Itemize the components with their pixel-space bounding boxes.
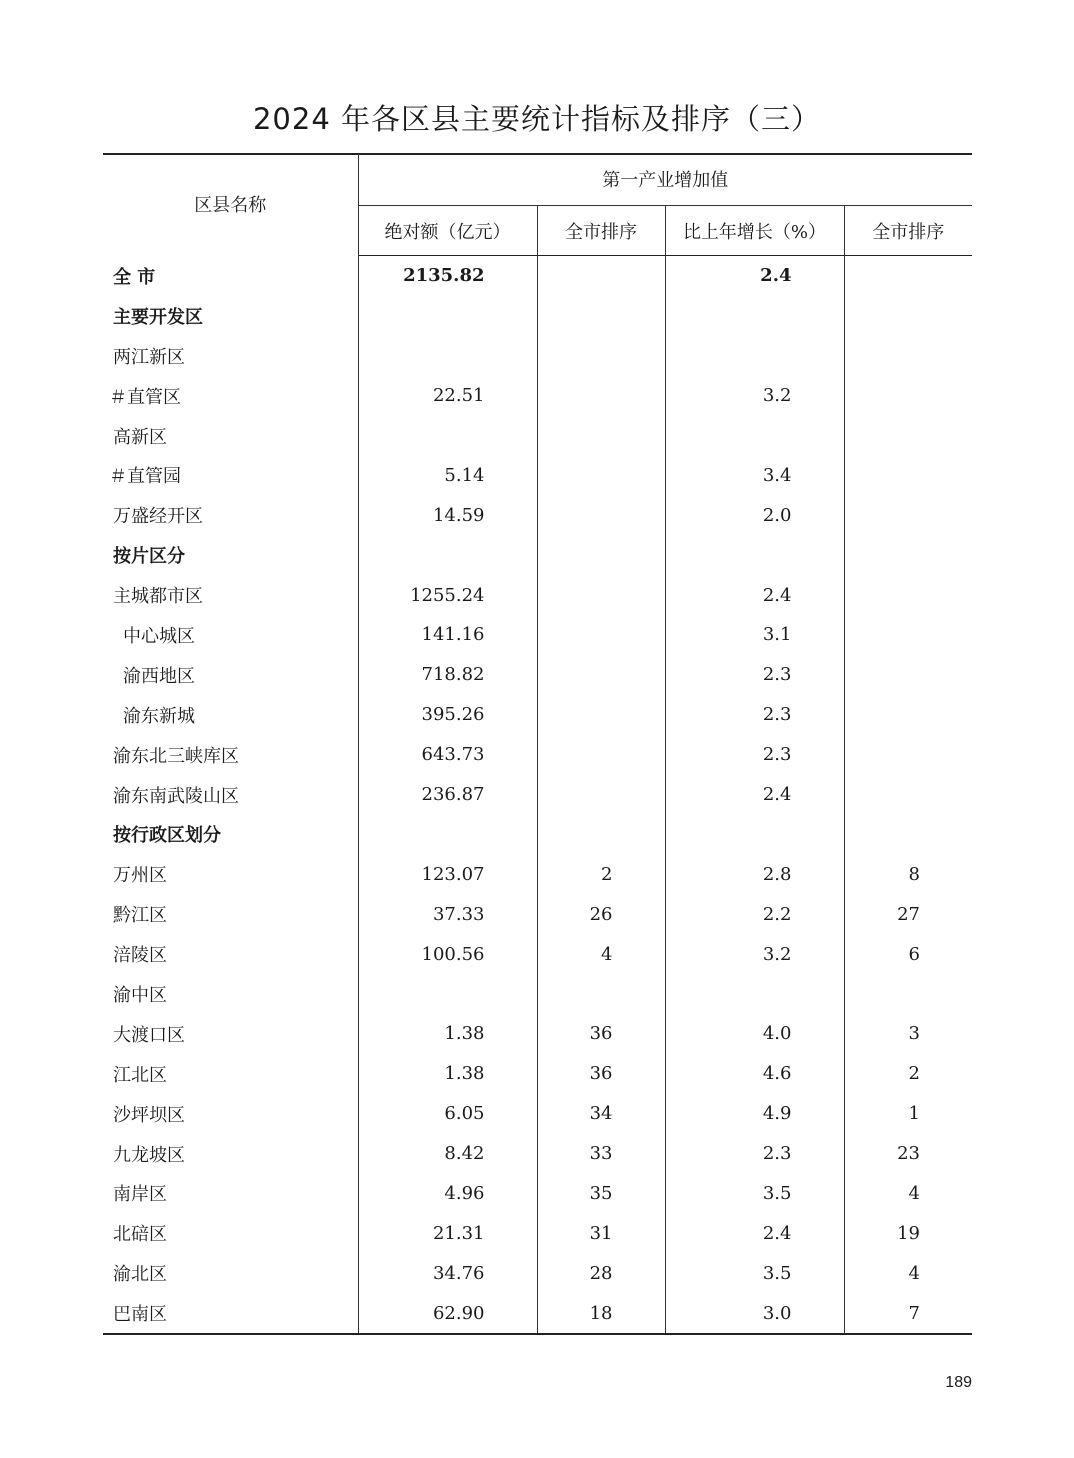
district-name-cell: 南岸区: [103, 1173, 358, 1213]
growth-rank-cell: 23: [897, 1143, 920, 1165]
district-name-cell: 北碚区: [103, 1213, 358, 1253]
growth-rate-cell: 3.2: [665, 376, 844, 416]
table-row: [103, 854, 972, 894]
district-name-cell: 大渡口区: [103, 1014, 358, 1054]
table-row: [103, 894, 972, 934]
absolute-value-cell: 1.38: [358, 1054, 537, 1094]
value-rank-cell: 35: [537, 1173, 665, 1213]
district-name-cell: ＃直管园: [103, 455, 358, 495]
table-row: [103, 934, 972, 974]
growth-rank-cell: 19: [897, 1222, 920, 1244]
growth-rate-cell: [665, 535, 844, 575]
growth-rate-cell: 4.9: [665, 1094, 844, 1134]
value-rank-cell: [537, 655, 665, 695]
value-rank-cell: [537, 455, 665, 495]
district-name-cell: ＃直管区: [103, 376, 358, 416]
absolute-value-cell: 5.14: [358, 455, 537, 495]
growth-rank-cell: [844, 376, 972, 416]
growth-rank-cell: 7: [908, 1302, 920, 1324]
table-row: [103, 256, 972, 296]
table-row: [103, 814, 972, 854]
growth-rate-cell: [665, 336, 844, 376]
growth-rate-cell: 3.5: [665, 1173, 844, 1213]
value-rank-cell: [537, 775, 665, 815]
growth-rank-cell: 3: [908, 1023, 920, 1045]
absolute-value-cell: 2135.82: [358, 256, 537, 296]
page-title: 2024 年各区县主要统计指标及排序（三）: [252, 102, 822, 136]
header-growth-rank: 全市排序: [844, 206, 972, 256]
growth-rank-cell: 27: [897, 903, 920, 925]
absolute-value-cell: 37.33: [358, 894, 537, 934]
district-name-cell: 中心城区: [103, 615, 358, 655]
table-row: [103, 1014, 972, 1054]
statistics-table: [103, 153, 972, 1333]
table-row: [103, 655, 972, 695]
district-name-cell: 涪陵区: [103, 934, 358, 974]
value-rank-cell: 4: [537, 934, 665, 974]
absolute-value-cell: 14.59: [358, 495, 537, 535]
growth-rank-cell: 4: [908, 1182, 920, 1204]
growth-rank-cell: [844, 615, 972, 655]
growth-rank-cell: [844, 455, 972, 495]
value-rank-cell: [537, 535, 665, 575]
table-row: [103, 1173, 972, 1213]
absolute-value-cell: 718.82: [358, 655, 537, 695]
header-primary-industry: 第一产业增加值: [358, 153, 972, 206]
value-rank-cell: [537, 974, 665, 1014]
growth-rank-cell: 2: [908, 1063, 920, 1085]
absolute-value-cell: [358, 814, 537, 854]
absolute-value-cell: 1.38: [358, 1014, 537, 1054]
growth-rate-cell: 3.0: [665, 1293, 844, 1333]
district-name-cell: 九龙坡区: [103, 1134, 358, 1174]
absolute-value-cell: 6.05: [358, 1094, 537, 1134]
absolute-value-cell: 100.56: [358, 934, 537, 974]
growth-rate-cell: [665, 296, 844, 336]
growth-rate-cell: 2.4: [665, 575, 844, 615]
table-row: [103, 336, 972, 376]
growth-rank-cell: [844, 695, 972, 735]
value-rank-cell: [537, 296, 665, 336]
district-name-cell: 主要开发区: [103, 296, 358, 336]
absolute-value-cell: 8.42: [358, 1134, 537, 1174]
table-row: [103, 974, 972, 1014]
table-row: [103, 1253, 972, 1293]
growth-rate-cell: 2.0: [665, 495, 844, 535]
growth-rate-cell: [665, 974, 844, 1014]
value-rank-cell: 18: [537, 1293, 665, 1333]
value-rank-cell: 26: [537, 894, 665, 934]
absolute-value-cell: 123.07: [358, 854, 537, 894]
growth-rate-cell: 2.4: [665, 256, 844, 296]
value-rank-cell: [537, 256, 665, 296]
table-row: [103, 1134, 972, 1174]
district-name-cell: 高新区: [103, 416, 358, 456]
table-row: [103, 416, 972, 456]
district-name-cell: 渝东南武陵山区: [103, 775, 358, 815]
district-name-cell: 万州区: [103, 854, 358, 894]
district-name-cell: 渝东新城: [103, 695, 358, 735]
growth-rate-cell: 2.3: [665, 1134, 844, 1174]
growth-rank-cell: [844, 336, 972, 376]
header-district-name: 区县名称: [103, 153, 358, 256]
absolute-value-cell: 141.16: [358, 615, 537, 655]
district-name-cell: 万盛经开区: [103, 495, 358, 535]
value-rank-cell: 28: [537, 1253, 665, 1293]
value-rank-cell: 31: [537, 1213, 665, 1253]
table-row: [103, 575, 972, 615]
value-rank-cell: 36: [537, 1014, 665, 1054]
value-rank-cell: [537, 495, 665, 535]
growth-rank-cell: [844, 535, 972, 575]
district-name-cell: 江北区: [103, 1054, 358, 1094]
district-name-cell: 黔江区: [103, 894, 358, 934]
absolute-value-cell: [358, 336, 537, 376]
page-number: 189: [945, 1374, 972, 1391]
header-value-rank: 全市排序: [537, 206, 665, 256]
growth-rate-cell: 2.3: [665, 695, 844, 735]
growth-rank-cell: [844, 256, 972, 296]
table-body: [103, 256, 972, 1334]
value-rank-cell: [537, 376, 665, 416]
table-row: [103, 615, 972, 655]
absolute-value-cell: 236.87: [358, 775, 537, 815]
growth-rank-cell: [844, 974, 972, 1014]
growth-rate-cell: 4.6: [665, 1054, 844, 1094]
growth-rank-cell: [844, 775, 972, 815]
absolute-value-cell: 62.90: [358, 1293, 537, 1333]
table-row: [103, 495, 972, 535]
district-name-cell: 主城都市区: [103, 575, 358, 615]
growth-rank-cell: [844, 495, 972, 535]
table-row: [103, 296, 972, 336]
growth-rate-cell: 4.0: [665, 1014, 844, 1054]
table-bottom-rule: [103, 1333, 972, 1335]
value-rank-cell: [537, 416, 665, 456]
value-rank-cell: [537, 695, 665, 735]
growth-rate-cell: 3.4: [665, 455, 844, 495]
growth-rate-cell: 2.4: [665, 1213, 844, 1253]
absolute-value-cell: 4.96: [358, 1173, 537, 1213]
header-growth-rate: 比上年增长（%）: [665, 206, 844, 256]
absolute-value-cell: 34.76: [358, 1253, 537, 1293]
growth-rate-cell: 2.4: [665, 775, 844, 815]
district-name-cell: 渝西地区: [103, 655, 358, 695]
table-row: [103, 376, 972, 416]
value-rank-cell: [537, 615, 665, 655]
absolute-value-cell: 643.73: [358, 735, 537, 775]
growth-rank-cell: 4: [908, 1262, 920, 1284]
growth-rate-cell: 2.8: [665, 854, 844, 894]
table-row: [103, 695, 972, 735]
value-rank-cell: [537, 814, 665, 854]
value-rank-cell: 36: [537, 1054, 665, 1094]
growth-rank-cell: 6: [908, 943, 920, 965]
table-row: [103, 1293, 972, 1333]
value-rank-cell: 2: [537, 854, 665, 894]
value-rank-cell: 34: [537, 1094, 665, 1134]
district-name-cell: 按行政区划分: [103, 814, 358, 854]
value-rank-cell: [537, 575, 665, 615]
growth-rank-cell: [844, 655, 972, 695]
table-row: [103, 1094, 972, 1134]
growth-rank-cell: [844, 296, 972, 336]
value-rank-cell: [537, 735, 665, 775]
header-absolute-value: 绝对额（亿元）: [358, 206, 537, 256]
district-name-cell: 两江新区: [103, 336, 358, 376]
absolute-value-cell: [358, 416, 537, 456]
growth-rate-cell: 2.3: [665, 655, 844, 695]
district-name-cell: 巴南区: [103, 1293, 358, 1333]
growth-rate-cell: 2.2: [665, 894, 844, 934]
growth-rate-cell: [665, 814, 844, 854]
absolute-value-cell: 22.51: [358, 376, 537, 416]
growth-rank-cell: [844, 735, 972, 775]
growth-rate-cell: [665, 416, 844, 456]
district-name-cell: 按片区分: [103, 535, 358, 575]
table-row: [103, 455, 972, 495]
growth-rank-cell: 8: [908, 863, 920, 885]
absolute-value-cell: [358, 974, 537, 1014]
growth-rate-cell: 3.5: [665, 1253, 844, 1293]
district-name-cell: 沙坪坝区: [103, 1094, 358, 1134]
table-row: [103, 775, 972, 815]
absolute-value-cell: 395.26: [358, 695, 537, 735]
growth-rank-cell: 1: [908, 1103, 920, 1125]
absolute-value-cell: 1255.24: [358, 575, 537, 615]
table-row: [103, 1213, 972, 1253]
growth-rank-cell: [844, 575, 972, 615]
value-rank-cell: [537, 336, 665, 376]
district-name-cell: 全 市: [103, 256, 358, 296]
value-rank-cell: 33: [537, 1134, 665, 1174]
absolute-value-cell: [358, 296, 537, 336]
growth-rate-cell: 3.1: [665, 615, 844, 655]
growth-rank-cell: [844, 416, 972, 456]
absolute-value-cell: 21.31: [358, 1213, 537, 1253]
table-row: [103, 1054, 972, 1094]
table-row: [103, 735, 972, 775]
absolute-value-cell: [358, 535, 537, 575]
growth-rate-cell: 3.2: [665, 934, 844, 974]
table-row: [103, 535, 972, 575]
growth-rate-cell: 2.3: [665, 735, 844, 775]
district-name-cell: 渝中区: [103, 974, 358, 1014]
district-name-cell: 渝东北三峡库区: [103, 735, 358, 775]
growth-rank-cell: [844, 814, 972, 854]
district-name-cell: 渝北区: [103, 1253, 358, 1293]
